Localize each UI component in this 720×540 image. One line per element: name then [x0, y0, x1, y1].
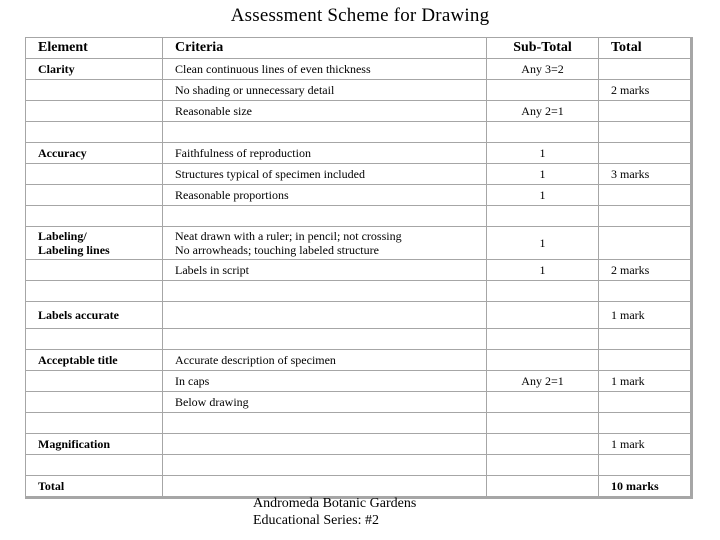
table-row [26, 143, 692, 164]
table-row [26, 101, 692, 122]
total-cell [599, 143, 692, 164]
total-cell: 2 marks [599, 260, 692, 281]
page-title: Assessment Scheme for Drawing [230, 5, 490, 26]
subtotal-cell: 1 [487, 185, 599, 206]
criteria-line-2: No arrowheads; touching labeled structure [175, 243, 379, 257]
table-row-spacer [26, 281, 692, 302]
criteria-cell [163, 227, 487, 260]
element-cell [26, 455, 163, 476]
total-cell [599, 101, 692, 122]
subtotal-cell [487, 329, 599, 350]
element-cell [26, 281, 163, 302]
subtotal-cell: Any 3=2 [487, 59, 599, 80]
criteria-cell: Below drawing [163, 392, 487, 413]
element-cell: Total [26, 476, 163, 498]
total-cell [599, 413, 692, 434]
criteria-cell: Accurate description of specimen [163, 350, 487, 371]
element-cell [26, 164, 163, 185]
table-row-spacer [26, 413, 692, 434]
total-cell [599, 227, 692, 260]
element-cell: Acceptable title [26, 350, 163, 371]
criteria-cell [163, 329, 487, 350]
total-cell: 1 mark [599, 302, 692, 329]
criteria-line-1: Neat drawn with a ruler; in pencil; not crossing [175, 229, 402, 243]
table-row-spacer [26, 122, 692, 143]
criteria-cell: Reasonable proportions [163, 185, 487, 206]
subtotal-cell: 1 [487, 227, 599, 260]
footer-line-1: Andromeda Botanic Gardens [253, 496, 417, 511]
element-cell [26, 371, 163, 392]
total-cell [599, 206, 692, 227]
grand-total-cell: 10 marks [599, 476, 692, 498]
table-header-row [26, 38, 692, 59]
criteria-cell [163, 434, 487, 455]
criteria-cell: Structures typical of specimen included [163, 164, 487, 185]
subtotal-cell: Any 2=1 [487, 371, 599, 392]
total-cell [599, 185, 692, 206]
table-row-spacer [26, 206, 692, 227]
total-cell [599, 392, 692, 413]
footer-credit [253, 495, 416, 529]
total-cell [599, 122, 692, 143]
table-row-spacer [26, 329, 692, 350]
criteria-cell [163, 122, 487, 143]
subtotal-cell [487, 122, 599, 143]
total-cell: 1 mark [599, 371, 692, 392]
total-cell: 2 marks [599, 80, 692, 101]
element-cell: Labels accurate [26, 302, 163, 329]
subtotal-cell [487, 302, 599, 329]
table-row [26, 59, 692, 80]
criteria-cell [163, 281, 487, 302]
element-cell: Accuracy [26, 143, 163, 164]
total-cell [599, 59, 692, 80]
table-row [26, 164, 692, 185]
element-line-2: Labeling lines [38, 243, 110, 257]
subtotal-cell: Any 2=1 [487, 101, 599, 122]
subtotal-cell [487, 350, 599, 371]
subtotal-cell [487, 413, 599, 434]
table-row [26, 371, 692, 392]
element-cell [26, 185, 163, 206]
element-cell: Magnification [26, 434, 163, 455]
criteria-cell: Faithfulness of reproduction [163, 143, 487, 164]
subtotal-cell [487, 434, 599, 455]
element-cell [26, 101, 163, 122]
assessment-table [25, 37, 693, 499]
criteria-cell: Clean continuous lines of even thickness [163, 59, 487, 80]
element-cell [26, 227, 163, 260]
element-cell [26, 80, 163, 101]
subtotal-cell [487, 392, 599, 413]
header-total: Total [599, 38, 692, 59]
total-cell [599, 455, 692, 476]
criteria-cell: In caps [163, 371, 487, 392]
subtotal-cell: 1 [487, 164, 599, 185]
table-row [26, 260, 692, 281]
table-row [26, 80, 692, 101]
table-row [26, 392, 692, 413]
subtotal-cell: 1 [487, 260, 599, 281]
element-cell: Clarity [26, 59, 163, 80]
element-cell [26, 329, 163, 350]
header-element: Element [26, 38, 163, 59]
subtotal-cell [487, 455, 599, 476]
criteria-cell [163, 206, 487, 227]
total-cell [599, 281, 692, 302]
table-row [26, 350, 692, 371]
element-cell [26, 206, 163, 227]
criteria-cell: No shading or unnecessary detail [163, 80, 487, 101]
total-cell: 1 mark [599, 434, 692, 455]
subtotal-cell [487, 80, 599, 101]
element-cell [26, 392, 163, 413]
subtotal-cell [487, 206, 599, 227]
header-subtotal: Sub-Total [487, 38, 599, 59]
criteria-cell [163, 413, 487, 434]
total-cell: 3 marks [599, 164, 692, 185]
footer-line-2: Educational Series: #2 [253, 513, 379, 528]
header-criteria: Criteria [163, 38, 487, 59]
table-row-spacer [26, 455, 692, 476]
subtotal-cell [487, 281, 599, 302]
element-cell [26, 413, 163, 434]
subtotal-cell: 1 [487, 143, 599, 164]
table-row [26, 185, 692, 206]
criteria-cell: Labels in script [163, 260, 487, 281]
criteria-cell [163, 302, 487, 329]
table-row [26, 302, 692, 329]
table-row [26, 434, 692, 455]
total-cell [599, 329, 692, 350]
table-row [26, 227, 692, 260]
criteria-cell [163, 455, 487, 476]
criteria-cell: Reasonable size [163, 101, 487, 122]
element-line-1: Labeling/ [38, 229, 87, 243]
subtotal-cell [487, 476, 599, 498]
element-cell [26, 260, 163, 281]
total-cell [599, 350, 692, 371]
element-cell [26, 122, 163, 143]
